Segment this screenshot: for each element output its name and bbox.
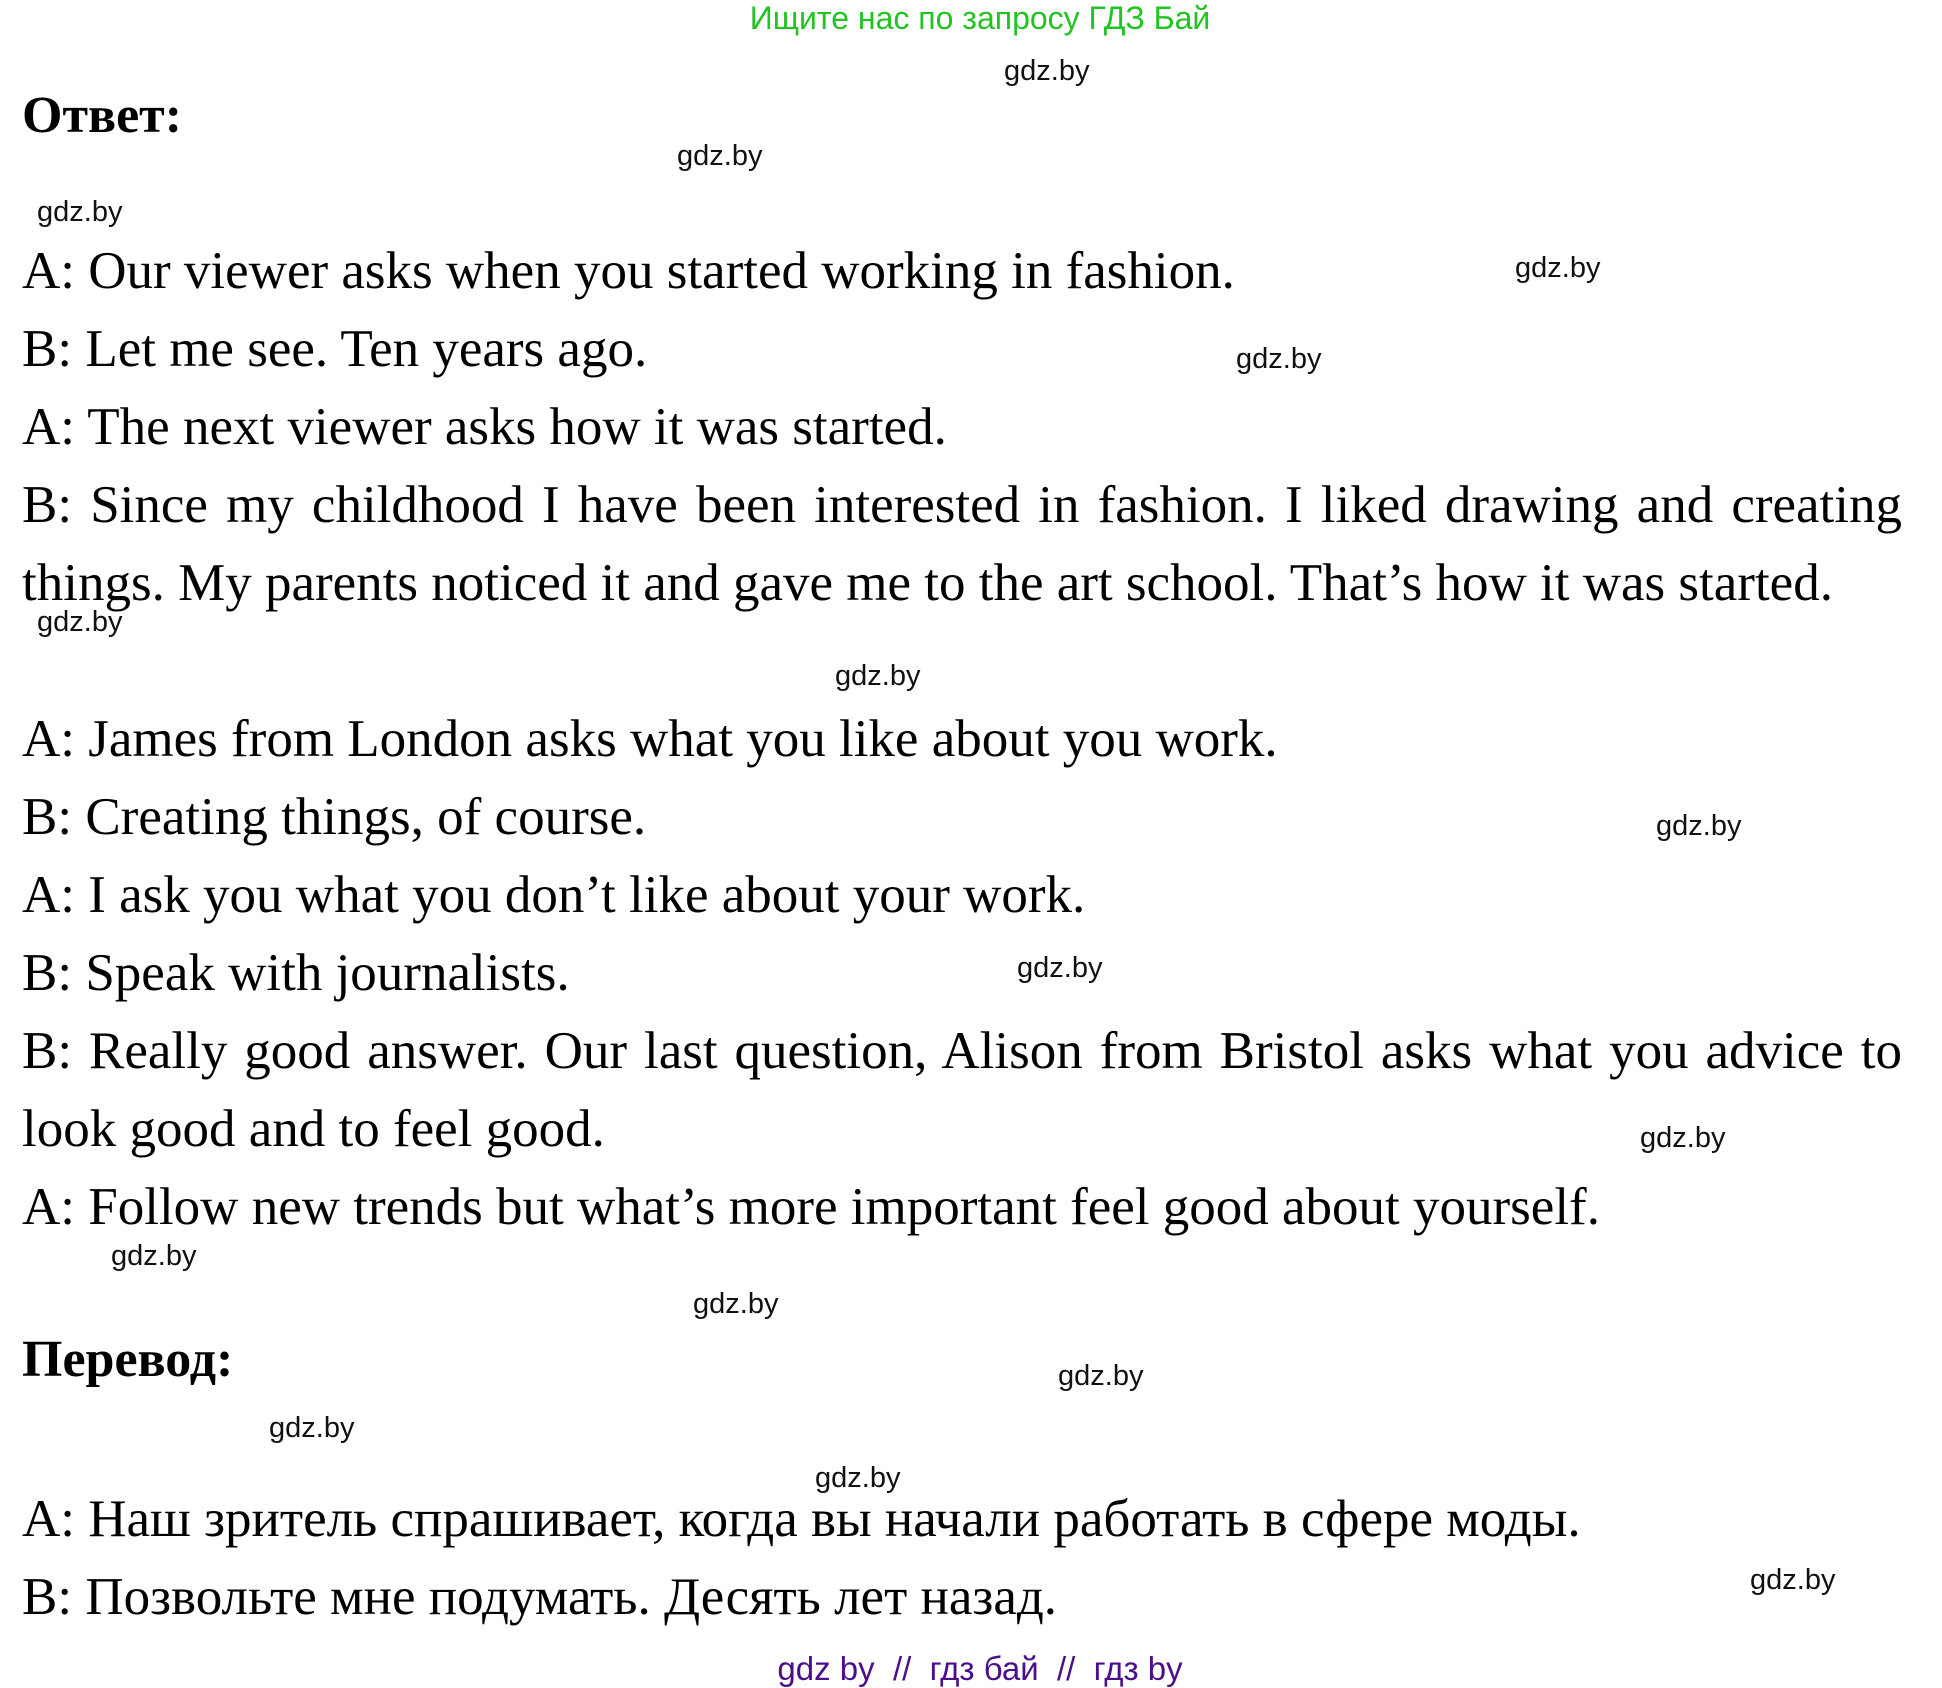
watermark: gdz.by	[693, 1288, 779, 1320]
watermark: gdz.by	[1515, 252, 1601, 284]
watermark: gdz.by	[835, 660, 921, 692]
dialogue-line: A: I ask you what you don’t like about your work.	[22, 866, 1086, 924]
footer-watermark: gdz by // гдз бай // гдз by	[777, 1650, 1183, 1687]
watermark: gdz.by	[37, 606, 123, 638]
watermark: gdz.by	[111, 1240, 197, 1272]
translation-line: B: Позвольте мне подумать. Десять лет назад.	[22, 1568, 1058, 1626]
dialogue-paragraph: B: Since my childhood I have been interested in fashion. I liked drawing and creating things. My parents noticed it and gave me to the art school. That’s how it was started.	[22, 476, 1902, 612]
dialogue-paragraph: B: Really good answer. Our last question, Alison from Bristol asks what you advice to look good and to feel good.	[22, 1022, 1902, 1158]
dialogue-line: B: Speak with journalists.	[22, 944, 570, 1002]
watermark: gdz.by	[1017, 952, 1103, 984]
watermark: gdz.by	[1656, 810, 1742, 842]
watermark: gdz.by	[1004, 55, 1090, 87]
dialogue-line: B: Let me see. Ten years ago.	[22, 320, 648, 378]
watermark: gdz.by	[269, 1412, 355, 1444]
watermark: gdz.by	[1236, 343, 1322, 375]
dialogue-line: B: Creating things, of course.	[22, 788, 647, 846]
translation-line: A: Наш зритель спрашивает, когда вы начали работать в сфере моды.	[22, 1490, 1581, 1548]
dialogue-line: A: Our viewer asks when you started working in fashion.	[22, 242, 1235, 300]
dialogue-line: A: The next viewer asks how it was started.	[22, 398, 947, 456]
watermark: gdz.by	[1640, 1122, 1726, 1154]
translation-heading: Перевод:	[22, 1331, 234, 1388]
dialogue-line: A: Follow new trends but what’s more important feel good about yourself.	[22, 1178, 1600, 1236]
watermark: gdz.by	[1058, 1360, 1144, 1392]
watermark: gdz.by	[1750, 1564, 1836, 1596]
watermark: gdz.by	[677, 140, 763, 172]
answer-heading: Ответ:	[22, 87, 183, 144]
top-banner: Ищите нас по запросу ГДЗ Бай	[749, 0, 1211, 36]
dialogue-line: A: James from London asks what you like about you work.	[22, 710, 1278, 768]
watermark: gdz.by	[37, 196, 123, 228]
watermark: gdz.by	[815, 1462, 901, 1494]
